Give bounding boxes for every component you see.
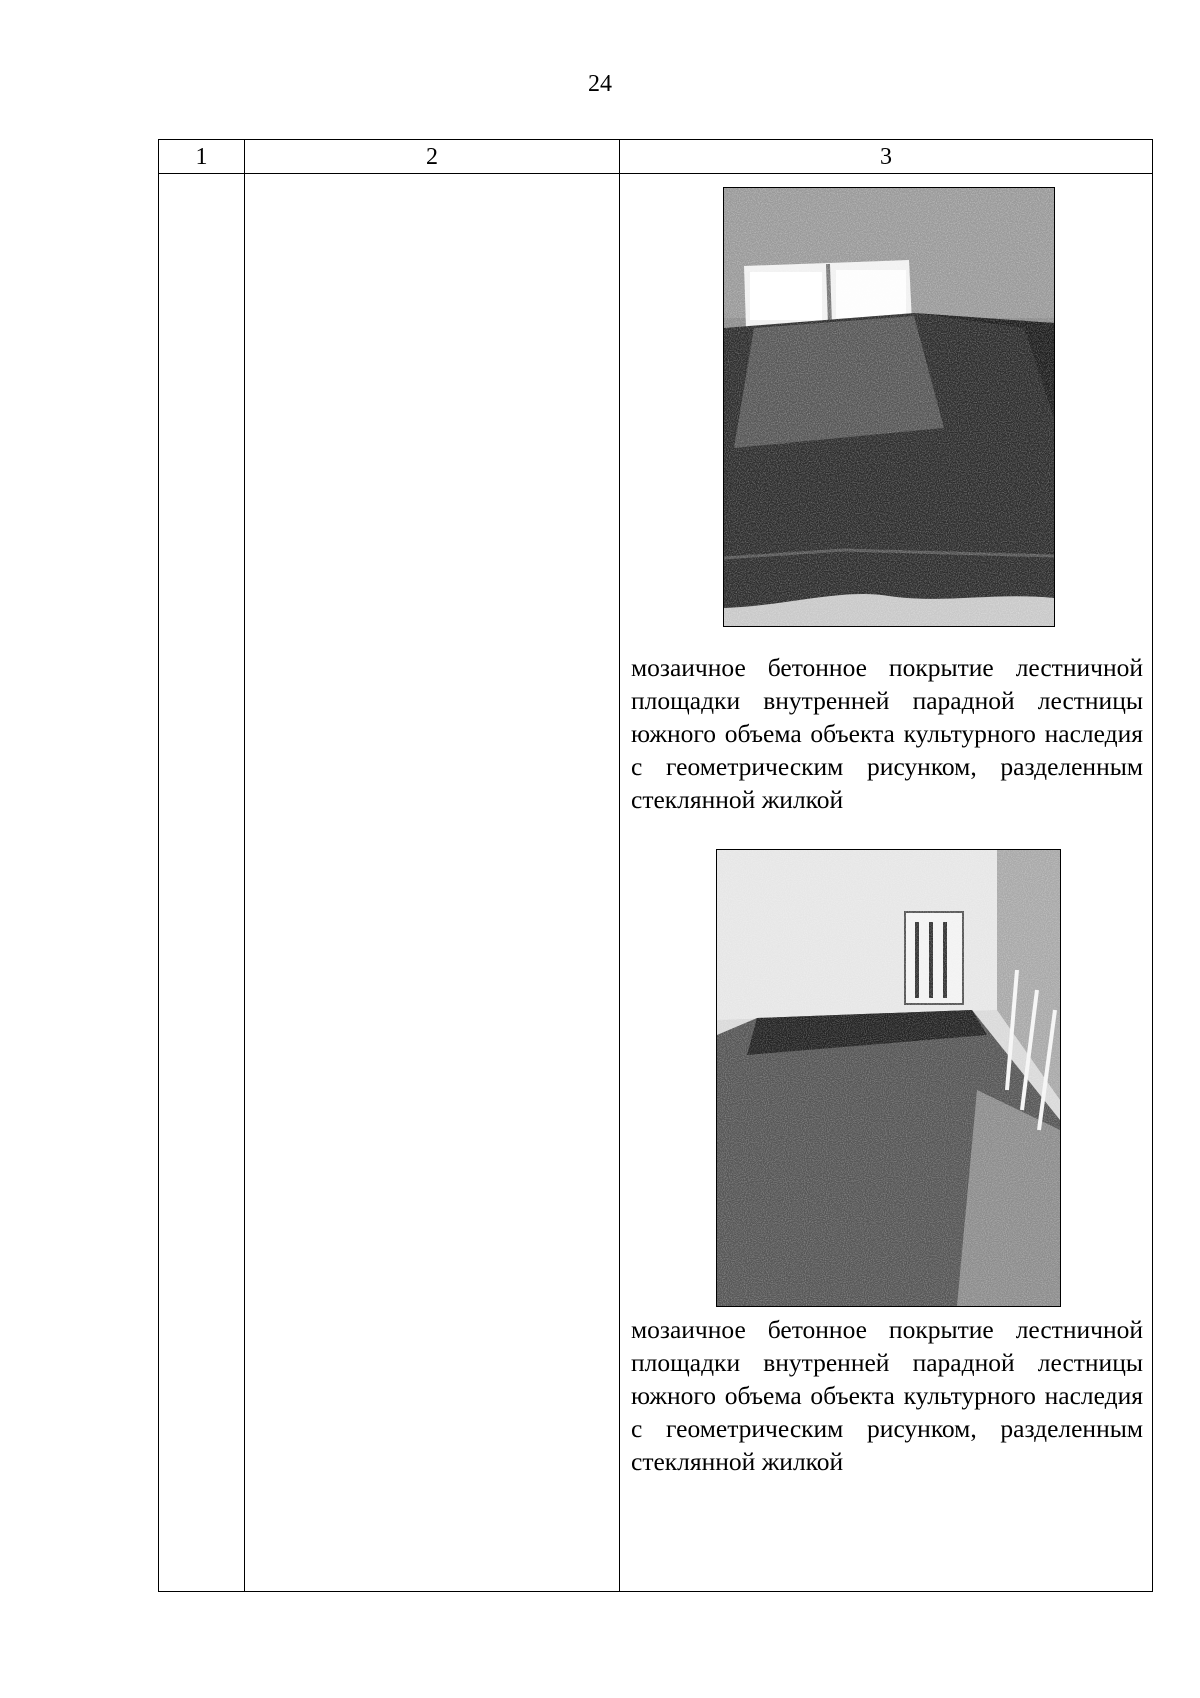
column-header-2: 2	[245, 140, 620, 174]
data-table	[158, 139, 1153, 1592]
table-header-row	[159, 140, 1153, 174]
row-cell-col2	[245, 174, 620, 1592]
page-number: 24	[588, 71, 612, 97]
table-row	[159, 174, 1153, 1592]
photo-caption: мозаичное бетонное покрытие лестничной площадки внутренней парадной лестницы южного объема объекта культурного наследия с геометрическим рисунком, разделенным стеклянной жилкой	[631, 653, 1143, 814]
column-header-3: 3	[620, 140, 1153, 174]
column-header-1: 1	[159, 140, 245, 174]
row-cell-col1	[159, 174, 245, 1592]
stair-landing-radiator-photo	[716, 849, 1061, 1307]
photo-caption: мозаичное бетонное покрытие лестничной площадки внутренней парадной лестницы южного объема объекта культурного наследия с геометрическим рисунком, разделенным стеклянной жилкой	[631, 1315, 1143, 1476]
row-cell-col3	[620, 174, 1153, 1592]
stair-landing-window-photo	[723, 187, 1055, 627]
